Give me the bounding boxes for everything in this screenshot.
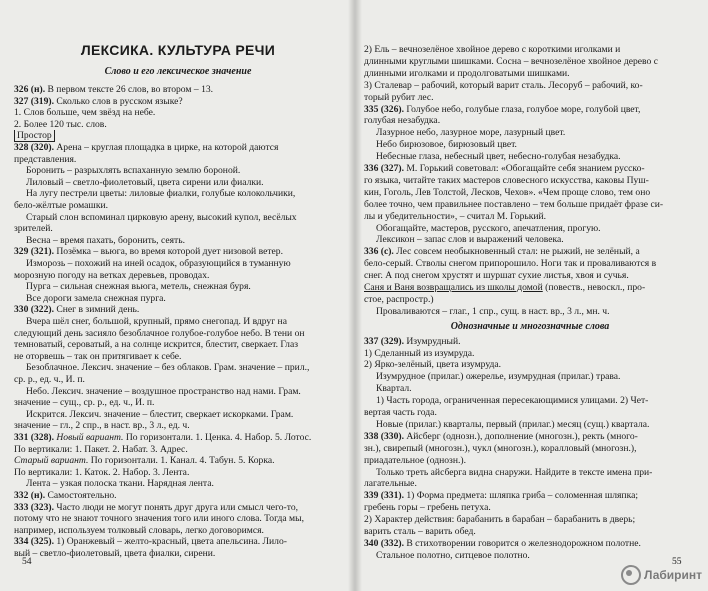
text-line [14, 316, 342, 328]
text-line [14, 478, 342, 490]
line-text: Все дороги замела снежная пурга. [26, 292, 166, 304]
text-line [364, 163, 696, 175]
exercise-number: 326 (н). [14, 84, 46, 95]
text-line [364, 383, 696, 395]
exercise-number: 330 (322). [14, 304, 54, 316]
line-text: кин, Гоголь, Лев Толстой, Лесков, Чехов». «Чем проще слово, тем оно [364, 186, 651, 198]
line-text: Весна – время пахать, боронить, сеять. [26, 234, 185, 246]
text-line [14, 154, 342, 166]
text-line [14, 386, 342, 398]
text-line [14, 362, 342, 374]
text-line [364, 246, 696, 258]
text-line [364, 419, 696, 431]
text-line [364, 371, 696, 383]
line-text: Самостоятельно. [45, 490, 117, 501]
text-line [364, 258, 696, 270]
line-text: Айсберг (однозн.), дополнение (многозн.), ректь (много- [403, 430, 638, 442]
text-line [364, 151, 696, 163]
exercise-number: 336 (с). [364, 246, 394, 258]
line-text: В первом тексте 26 слов, во втором – 13. [45, 84, 214, 95]
line-text: морозную погоду на ветках деревьев, проводах. [14, 269, 210, 281]
line-text: 3) Сталевар – рабочий, который варит сталь. Лесоруб – рабочий, ко- [364, 79, 643, 91]
line-text: лагательные. [364, 478, 417, 490]
line-text: длинными круглыми шишками. Сосна – вечнозелёное хвойное дерево с [364, 55, 658, 67]
line-text: 2. Более 120 тыс. слов. [14, 118, 107, 130]
text-line [364, 234, 696, 246]
text-line [364, 211, 696, 223]
right-page [356, 0, 708, 591]
exercise-number: 327 (319). [14, 95, 54, 107]
line-text: Новые (прилаг.) кварталы, первый (прилаг.) месяц (сущ.) квартала. [376, 418, 650, 430]
line-text: Лазурное небо, лазурное море, лазурный цвет. [376, 127, 566, 139]
text-line [364, 467, 696, 479]
labyrinth-logo-icon [621, 565, 641, 585]
line-text: более точно, чем правильнее поставлено – тем больше придаёт фразе си- [364, 198, 664, 210]
line-text: Изморозь – похожий на иней осадок, образующийся в туманную [26, 258, 291, 269]
text-line [14, 223, 342, 235]
logo-text: Лабиринт [643, 568, 702, 582]
line-text: 2) Характер действия: барабанить в барабан – барабанить в дверь; [364, 514, 636, 526]
line-text: В стихотворении говорится о железнодорожном полотне. [403, 537, 641, 549]
line-text: вертая часть года. [364, 407, 437, 418]
exercise-number: 334 (325). [14, 536, 54, 548]
text-line [364, 395, 696, 407]
line-text: Только треть айсберга видна снаружи. Найдите в тексте имена при- [376, 466, 653, 478]
line-text: лы и убедительности», – считал М. Горький. [364, 210, 547, 222]
text-line [364, 306, 696, 318]
text-line [14, 304, 342, 316]
line-text: Вчера шёл снег, большой, крупный, прямо снегопад. И вдруг на [26, 316, 287, 327]
text-line [364, 139, 696, 151]
line-text: бело-серый. Стволы снегом припорошило. Ноги так и проваливаются в [364, 258, 657, 270]
line-text: 1) Форма предмета: шляпка гриба – соломенная шляпка; [403, 490, 639, 502]
text-line [364, 223, 696, 235]
line-text: голубая незабудка. [364, 115, 441, 127]
text-line [14, 536, 342, 548]
line-text: Лес совсем необыкновенный стал: не рыжий, не зелёный, а [393, 246, 640, 258]
text-line [364, 270, 696, 282]
line-text: По горизонтали. 1. Ценка. 4. Набор. 5. Лотос. [123, 432, 312, 443]
line-text: длинными иголками и продолговатыми шишками. [364, 67, 570, 79]
line-text: приадательное (однозн.). [364, 454, 466, 466]
text-line [14, 212, 342, 224]
line-text: Старый слон вспоминал цирковую арену, высокий купол, весёлых [26, 211, 297, 223]
text-line [14, 258, 342, 270]
text-line [364, 407, 696, 419]
text-line [364, 502, 696, 514]
text-line [14, 270, 342, 282]
line-text: стое, распростр.) [364, 293, 434, 305]
exercise-number: 339 (331). [364, 490, 404, 502]
text-line [14, 119, 342, 131]
page-number-left: 54 [22, 556, 32, 567]
line-text: вый – светло-фиолетовый, цвета фиалки, сирени. [14, 548, 216, 559]
line-text: На лугу пестрели цветы: лиловые фиалки, голубые колокольчики, [26, 188, 296, 200]
text-line [364, 455, 696, 467]
line-text: Лексикон – запас слов и выражений человека. [376, 234, 564, 246]
text-line [14, 188, 342, 200]
text-line [14, 84, 342, 96]
exercise-number: 332 (н). [14, 490, 46, 501]
text-line [364, 490, 696, 502]
text-line [364, 294, 696, 306]
boxed-word: Простор [14, 130, 55, 142]
line-text: Арена – круглая площадка в цирке, на которой даются [53, 142, 279, 153]
left-page [0, 0, 352, 591]
variant-label: Старый вариант. [14, 455, 89, 467]
line-text: Искрится. Лексич. значение – блестит, сверкает искорками. Грам. [26, 408, 294, 420]
text-line [14, 165, 342, 177]
line-text: (повеств., невоскл., про- [542, 282, 646, 293]
text-line [364, 56, 696, 68]
line-text: 2) Ярко-зелёный, цвета изумруда. [364, 359, 502, 371]
line-text: темноватый, сероватый, а на солнце искрится, блестит, сверкает. Глаз [14, 339, 299, 351]
text-line [14, 96, 342, 108]
subsection-title: Слово и его лексическое значение [104, 66, 252, 77]
line-text: бело-жёлтые ромашки. [14, 200, 109, 211]
line-text: Позёмка – вьюга, во время которой дует низовой ветер. [53, 246, 283, 258]
text-line [14, 490, 342, 502]
line-text: например, используем толковый словарь, легко договоримся. [14, 524, 264, 536]
line-text: М. Горький советовал: «Обогащайте себя знанием русско- [403, 163, 645, 174]
line-text: Голубое небо, голубые глаза, голубое море, голубой цвет, [403, 103, 641, 115]
exercise-number: 333 (323). [14, 501, 54, 513]
text-line [364, 550, 696, 562]
exercise-number: 331 (328). [14, 432, 54, 443]
text-line [14, 235, 342, 247]
exercise-number: 328 (320). [14, 142, 54, 153]
text-line [14, 502, 342, 514]
text-line [364, 282, 696, 294]
text-line [364, 336, 696, 348]
text-line [14, 420, 342, 432]
line-text: гребень горы – гребень петуха. [364, 502, 491, 514]
line-text: представления. [14, 153, 77, 165]
line-text: Небо. Лексич. значение – воздушное пространство над нами. Грам. [26, 385, 301, 397]
text-line [364, 92, 696, 104]
text-line [364, 526, 696, 538]
text-line [364, 348, 696, 360]
line-text: Лента – узкая полоска ткани. Нарядная лента. [26, 478, 214, 490]
exercise-number: 337 (329). [364, 335, 404, 347]
line-text: Пурга – сильная снежная вьюга, метель, снежная буря. [26, 281, 251, 293]
text-line [14, 397, 342, 409]
line-text: По вертикали: 1. Каток. 2. Набор. 3. Лента. [14, 466, 190, 478]
exercise-number: 340 (332). [364, 537, 404, 549]
line-text: Сколько слов в русском языке? [53, 95, 183, 107]
text-line [364, 115, 696, 127]
page-number-right: 55 [672, 556, 682, 567]
text-line [14, 351, 342, 363]
line-text: зн.), свирепый (многозн.), чукл (многозн.), коралловый (многозн.), [364, 442, 637, 454]
text-line [364, 80, 696, 92]
exercise-number: 336 (327). [364, 163, 404, 174]
line-text: Изумрудный. [403, 335, 461, 347]
text-line [14, 142, 342, 154]
line-text: 1) Сделанный из изумруда. [364, 347, 475, 359]
text-line [14, 467, 342, 479]
exercise-number: 335 (326). [364, 103, 404, 115]
text-line [14, 107, 342, 119]
line-text: значение – гл., 2 спр., в наст. вр., 3 л., ед. ч. [14, 420, 190, 432]
line-text: 2) Ель – вечнозелёное хвойное дерево с короткими иголками и [364, 44, 621, 55]
text-line [364, 68, 696, 80]
text-line [14, 177, 342, 189]
text-line [14, 455, 342, 467]
line-text: Боронить – разрыхлять вспаханную землю бороной. [26, 165, 241, 177]
exercise-number: 338 (330). [364, 430, 404, 442]
text-line [364, 199, 696, 211]
text-line [364, 359, 696, 371]
text-line [364, 443, 696, 455]
line-text: Небо бирюзовое, бирюзовый цвет. [376, 139, 517, 151]
line-text: 1) Оранжевый – желто-красный, цвета апельсина. Лило- [53, 536, 287, 548]
text-line [14, 548, 342, 560]
text-line [14, 200, 342, 212]
line-text: ср. р., ед. ч., И. п. [14, 374, 85, 385]
line-text: 1. Слов больше, чем звёзд на небе. [14, 107, 156, 119]
publisher-logo [621, 565, 702, 585]
exercise-number: 329 (321). [14, 246, 54, 258]
text-line [14, 374, 342, 386]
text-line [14, 432, 342, 444]
text-line [364, 44, 696, 56]
line-text: зрителей. [14, 223, 53, 235]
line-text: Проваливаются – глаг., 1 спр., сущ. в наст. вр., 3 л., мн. ч. [376, 305, 610, 317]
text-line [364, 538, 696, 550]
line-text: Лиловый – светло-фиолетовый, цвета сирени или фиалки. [26, 176, 264, 188]
text-line [364, 104, 696, 116]
text-line [364, 187, 696, 199]
variant-label: Новый вариант. [53, 432, 124, 443]
line-text: варить сталь – варить обед. [364, 526, 476, 537]
line-text: Изумрудное (прилаг.) ожерелье, изумрудная (прилаг.) трава. [376, 371, 621, 383]
section-title: ЛЕКСИКА. КУЛЬТУРА РЕЧИ [80, 42, 276, 58]
text-line [364, 514, 696, 526]
line-text: торый рубит лес. [364, 91, 434, 103]
text-line [14, 130, 342, 142]
text-line [364, 127, 696, 139]
line-text: Небесные глаза, небесный цвет, небесно-голубая незабудка. [376, 151, 621, 163]
text-line [14, 293, 342, 305]
underlined-sentence: Саня и Ваня возвращались из школы домой [364, 282, 543, 293]
text-line [14, 281, 342, 293]
line-text: Часто люди не могут понять друг друга или смысл чего-то, [53, 501, 299, 513]
text-line [364, 175, 696, 187]
line-text: Квартал. [376, 383, 412, 395]
text-line [14, 339, 342, 351]
text-line [14, 513, 342, 525]
text-line [14, 444, 342, 456]
line-text: значение – сущ., ср. р., ед. ч., И. п. [14, 397, 155, 409]
line-text: снег. А под снегом хрустят и шуршат сухие листья, хвоя и сучья. [364, 270, 629, 282]
line-text: По вертикали: 1. Пакет. 2. Набат. 3. Адрес. [14, 443, 188, 455]
line-text: Обогащайте, мастеров, русского, апечатления, прогую. [376, 222, 601, 234]
line-text: следующий день засияло безоблачное голубое-голубое небо. В тени он [14, 327, 305, 339]
line-text: Снег в зимний день. [53, 304, 140, 316]
line-text: не оторвешь – так он притягивает к себе. [14, 350, 182, 362]
text-line [14, 409, 342, 421]
line-text: Безоблачное. Лексич. значение – без облаков. Грам. значение – прил., [26, 362, 310, 374]
text-line [14, 328, 342, 340]
line-text: 1) Часть города, ограниченная пересекающимися улицами. 2) Чет- [376, 395, 649, 407]
line-text: потому что не знают точного значения того или иного слова. Тогда мы, [14, 513, 304, 525]
subsection-title: Однозначные и многозначные слова [450, 320, 610, 332]
line-text: По горизонтали. 1. Канал. 4. Табун. 5. Корка. [88, 455, 275, 467]
text-line [364, 431, 696, 443]
text-line [14, 246, 342, 258]
text-line [14, 525, 342, 537]
line-text: го языка, читайте таких мастеров словесного искусства, каковы Пуш- [364, 174, 649, 186]
line-text: Стальное полотно, ситцевое полотно. [376, 549, 530, 561]
text-line [364, 478, 696, 490]
